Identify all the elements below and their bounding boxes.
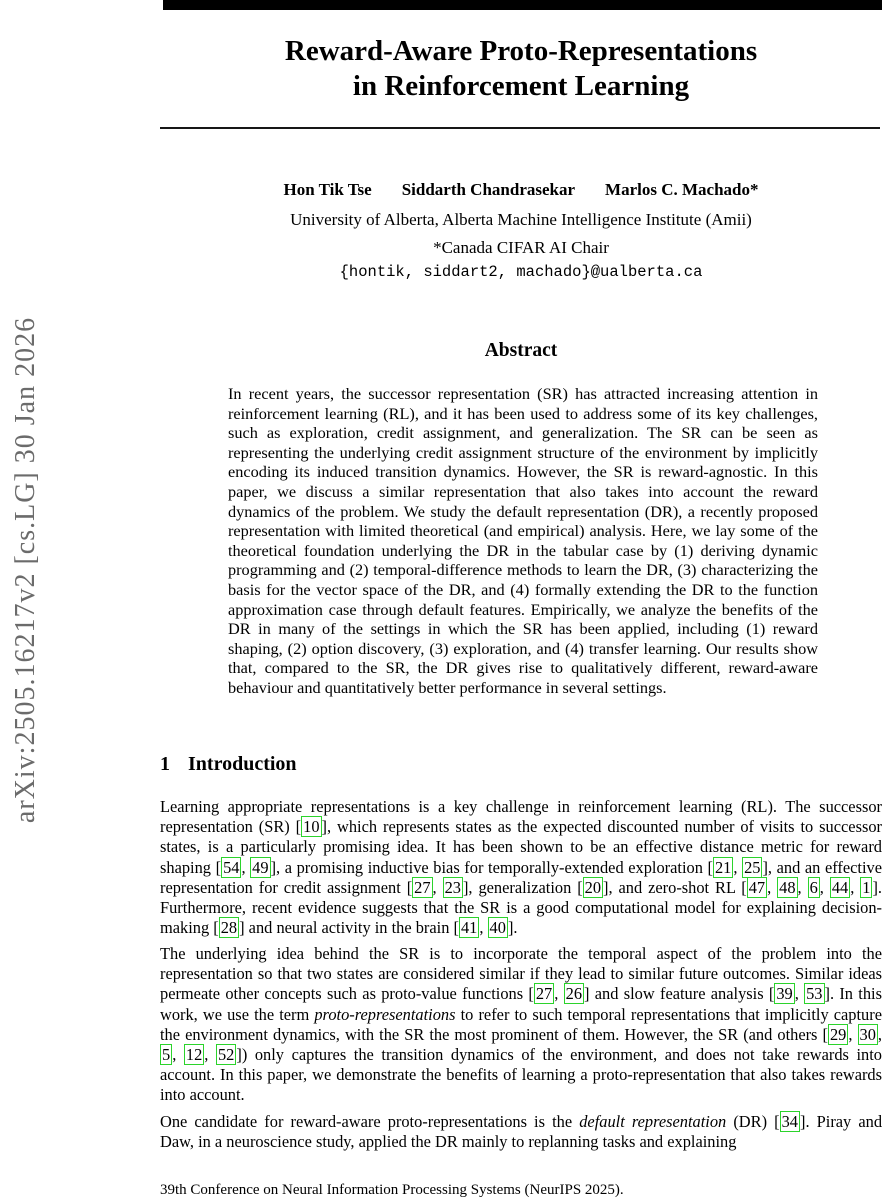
citation-link[interactable]: 28: [220, 918, 238, 938]
citation-link[interactable]: 27: [414, 877, 431, 897]
citation-link[interactable]: 54: [223, 857, 240, 877]
citation-link[interactable]: 41: [460, 918, 478, 938]
author-emails: {hontik, siddart2, machado}@ualberta.ca: [339, 263, 703, 281]
citation-link[interactable]: 12: [185, 1045, 203, 1065]
section-title: Introduction: [188, 753, 297, 775]
citation-link[interactable]: 40: [489, 918, 506, 938]
citation-link[interactable]: 29: [829, 1024, 847, 1044]
citation-link[interactable]: 5: [162, 1045, 171, 1065]
citation-link[interactable]: 10: [303, 817, 320, 837]
cifar-chair-line: *Canada CIFAR AI Chair: [433, 238, 609, 257]
section-1-heading: [160, 753, 882, 776]
citation-link[interactable]: 20: [584, 877, 602, 897]
intro-paragraph-1: Learning appropriate representations is a key challenge in reinforcement learning (RL). The successor representation (SR) [ 10 ], which represents states as the expected discounted number of visits to successor states, is a particularly promising idea. It has been shown to be an effective distance metric for reward shaping [ 54 , 49 ], a promising inductive bias for temporally-extended exploration [ 21 , 25 ], and an effective representation for credit assignment [ 27 , 23 ], generalization [ 20 ], and zero-shot RL [ 47 , 48 , 6 , 44 , 1 ]. Furthermore, recent evidence suggests that the SR is a good computational model for explaining decision-making [ 28 ] and neural activity in the brain [ 41 , 40 ].: [160, 797, 882, 938]
citation-link[interactable]: 44: [831, 877, 849, 897]
authors-row: [160, 180, 882, 200]
author-name: Hon Tik Tse: [283, 180, 372, 199]
intro-paragraph-2: The underlying idea behind the SR is to incorporate the temporal aspect of the problem into the representation so that two states are considered similar if they lead to similar future outcomes. Similar ideas permeate other concepts such as proto-value functions [ 27 , 26 ] and slow feature analysis [ 39 , 53 ]. In this work, we use the term proto-representations to refer to such temporal representations that implicitly capture the environment dynamics, with the SR the most prominent of them. However, the SR (and others [ 29 , 30 , 5 , 12 , 52 ]) only captures the transition dynamics of the environment, and does not take rewards into account. In this paper, we demonstrate the benefits of learning a proto-representation that also takes rewards into account.: [160, 944, 882, 1105]
top-black-bar: [163, 0, 882, 10]
abstract-heading: Abstract: [484, 340, 558, 361]
citation-link[interactable]: 21: [714, 857, 732, 877]
paper-title: [160, 34, 882, 104]
citation-link[interactable]: 27: [535, 984, 553, 1004]
citation-link[interactable]: 6: [809, 877, 818, 897]
abstract-text: In recent years, the successor representation (SR) has attracted increasing attention in reinforcement learning (RL), and it has been used to address some of its key challenges, such as exploration, credit assignment, and generalization. The SR can be seen as representing the underlying credit assignment structure of the environment by implicitly encoding its induced transition dynamics. However, the SR is reward-agnostic. In this paper, we discuss a similar representation that also takes into account the reward dynamics of the problem. We study the default representation (DR), a recently proposed representation with limited theoretical (and empirical) analysis. Here, we lay some of the theoretical foundation underlying the DR in the tabular case by (1) deriving dynamic programming and (2) temporal-difference methods to learn the DR, (3) characterizing the basis for the vector space of the DR, and (4) formally extending the DR to the function approximation case through default features. Empirically, we analyze the benefits of the DR in many of the settings in which the SR has been applied, including (1) reward shaping, (2) option discovery, (3) exploration, and (4) transfer learning. Our results show that, compared to the SR, the DR gives rise to qualitatively different, reward-aware behaviour and quantitatively better performance in several settings.: [228, 384, 818, 697]
citation-link[interactable]: 52: [217, 1045, 235, 1065]
citation-link[interactable]: 48: [779, 877, 796, 897]
citation-link[interactable]: 30: [859, 1024, 876, 1044]
citation-link[interactable]: 25: [744, 857, 761, 877]
italic-term: default representation: [579, 1112, 727, 1131]
citation-link[interactable]: 47: [748, 877, 766, 897]
title-rule-divider: [160, 127, 880, 129]
conference-footer: 39th Conference on Neural Information Processing Systems (NeurIPS 2025).: [160, 1182, 624, 1198]
citation-link[interactable]: 49: [252, 857, 269, 877]
citation-link[interactable]: 23: [444, 877, 461, 897]
intro-paragraph-3: One candidate for reward-aware proto-representations is the default representation (DR) [ 34 ]. Piray and Daw, in a neuroscience study, applied the DR mainly to replanning tasks and explaining: [160, 1112, 882, 1152]
author-name: Siddarth Chandrasekar: [401, 180, 576, 199]
citation-link[interactable]: 39: [776, 984, 793, 1004]
author-name: Marlos C. Machado*: [605, 180, 759, 199]
citation-link[interactable]: 26: [565, 984, 583, 1004]
section-number: 1: [160, 753, 170, 775]
affiliation-line: University of Alberta, Alberta Machine Intelligence Institute (Amii): [290, 210, 752, 229]
italic-term: proto-representations: [314, 1004, 456, 1024]
citation-link[interactable]: 34: [781, 1112, 798, 1131]
arxiv-watermark: arXiv:2505.16217v2 [cs.LG] 30 Jan 2026: [10, 316, 41, 824]
paper-title-line2: in Reinforcement Learning: [352, 70, 690, 102]
paper-title-line1: Reward-Aware Proto-Representations: [284, 35, 758, 67]
citation-link[interactable]: 1: [862, 877, 871, 897]
citation-link[interactable]: 53: [806, 984, 823, 1004]
